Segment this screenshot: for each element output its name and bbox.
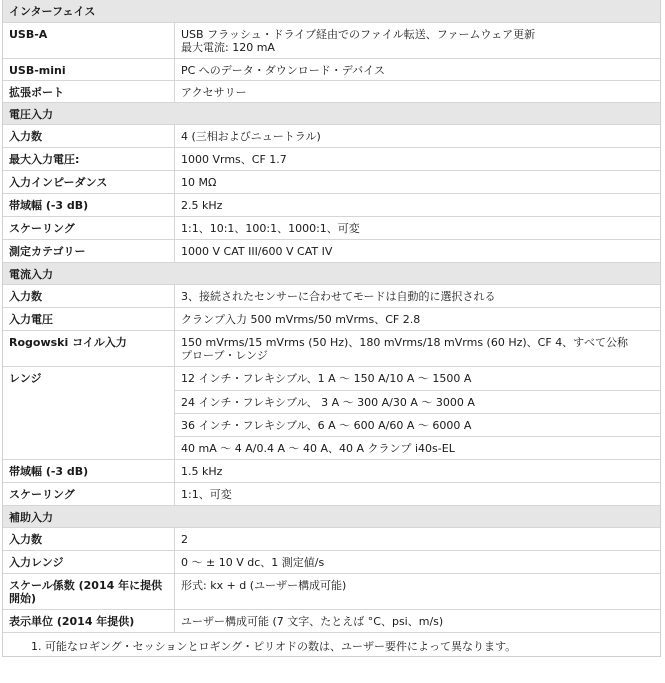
section-title: インターフェイス <box>9 5 96 18</box>
section-header-voltage <box>3 102 660 124</box>
table-row <box>3 284 660 307</box>
table-row <box>3 124 660 147</box>
table-row <box>3 482 660 505</box>
row-value: 1000 V CAT III/600 V CAT IV <box>181 245 333 258</box>
row-label: 入力電圧 <box>3 308 175 330</box>
row-label: 拡張ポート <box>3 81 175 102</box>
row-value: 1:1、10:1、100:1、1000:1、可変 <box>181 222 360 235</box>
section-title: 補助入力 <box>9 510 53 524</box>
table-row <box>3 239 660 262</box>
row-label: 入力数 <box>3 285 175 307</box>
row-label: Rogowski コイル入力 <box>3 331 175 366</box>
section-title: 電流入力 <box>9 267 53 281</box>
section-title: 電圧入力 <box>9 107 53 121</box>
row-value: 1000 Vrms、CF 1.7 <box>181 153 287 166</box>
table-row <box>3 147 660 170</box>
row-value: 形式: kx + d (ユーザー構成可能) <box>181 579 347 592</box>
section-header-aux <box>3 505 660 527</box>
row-label <box>3 574 175 609</box>
row-label: 入力数 <box>3 125 175 147</box>
row-label: USB-mini <box>3 59 175 80</box>
row-label: 入力インピーダンス <box>3 171 175 193</box>
section-header-interface <box>3 0 660 22</box>
row-value: 1:1、可変 <box>181 488 232 501</box>
value-line: 150 mVrms/15 mVrms (50 Hz)、180 mVrms/18 mVrms (60 Hz)、CF 4、すべて公称 <box>181 336 628 349</box>
row-value: 1.5 kHz <box>181 465 223 478</box>
row-value: 10 MΩ <box>181 176 217 189</box>
table-row <box>3 527 660 550</box>
table-row <box>3 573 660 609</box>
row-value <box>175 331 660 366</box>
row-label: USB-A <box>3 23 175 58</box>
row-value <box>175 23 660 58</box>
range-value: 40 mA ～ 4 A/0.4 A ～ 40 A、40 A クランプ i40s-EL <box>175 436 660 459</box>
table-row <box>3 22 660 58</box>
table-row <box>3 170 660 193</box>
row-value: クランプ入力 500 mVrms/50 mVrms、CF 2.8 <box>181 313 421 326</box>
table-row <box>3 550 660 573</box>
spec-table <box>2 0 661 657</box>
range-value: 24 インチ・フレキシブル、 3 A ～ 300 A/30 A ～ 3000 A <box>175 390 660 413</box>
table-row <box>3 330 660 366</box>
row-label: 最大入力電圧: <box>3 148 175 170</box>
value-line: 最大電流: 120 mA <box>181 41 275 54</box>
range-value: 36 インチ・フレキシブル、6 A ～ 600 A/60 A ～ 6000 A <box>175 413 660 436</box>
row-label: 帯域幅 (-3 dB) <box>3 460 175 482</box>
label-line: 開始) <box>9 592 37 605</box>
table-row <box>3 609 660 632</box>
row-label: スケーリング <box>3 483 175 505</box>
row-value: PC へのデータ・ダウンロード・デバイス <box>181 64 386 77</box>
row-label: 表示単位 (2014 年提供) <box>3 610 175 632</box>
row-label: スケーリング <box>3 217 175 239</box>
range-values <box>175 367 660 459</box>
row-label: 測定カテゴリー <box>3 240 175 262</box>
table-row <box>3 459 660 482</box>
row-value: 0 ～ ± 10 V dc、1 測定値/s <box>181 556 325 569</box>
row-value: 3、接続されたセンサーに合わせてモードは自動的に選択される <box>181 290 496 303</box>
table-row <box>3 58 660 80</box>
row-label: レンジ <box>3 367 175 459</box>
value-line: プローブ・レンジ <box>181 349 268 362</box>
row-value: アクセサリー <box>181 86 247 99</box>
label-line: スケール係数 (2014 年に提供 <box>9 579 163 592</box>
table-row <box>3 216 660 239</box>
row-value: 2 <box>181 533 188 546</box>
value-line: USB フラッシュ・ドライブ経由でのファイル転送、ファームウェア更新 <box>181 28 536 41</box>
row-value: ユーザー構成可能 (7 文字、たとえば °C、psi、m/s) <box>181 615 444 628</box>
row-value: 4 (三相およびニュートラル) <box>181 130 321 143</box>
table-row-range <box>3 366 660 459</box>
table-row <box>3 80 660 102</box>
range-value: 12 インチ・フレキシブル、1 A ～ 150 A/10 A ～ 1500 A <box>181 372 472 385</box>
row-label: 入力レンジ <box>3 551 175 573</box>
table-row <box>3 193 660 216</box>
table-row <box>3 307 660 330</box>
row-value: 2.5 kHz <box>181 199 223 212</box>
row-label: 帯域幅 (-3 dB) <box>3 194 175 216</box>
footnote: 1. 可能なロギング・セッションとロギング・ピリオドの数は、ユーザー要件によって異なります。 <box>3 632 660 656</box>
row-label: 入力数 <box>3 528 175 550</box>
section-header-current <box>3 262 660 284</box>
